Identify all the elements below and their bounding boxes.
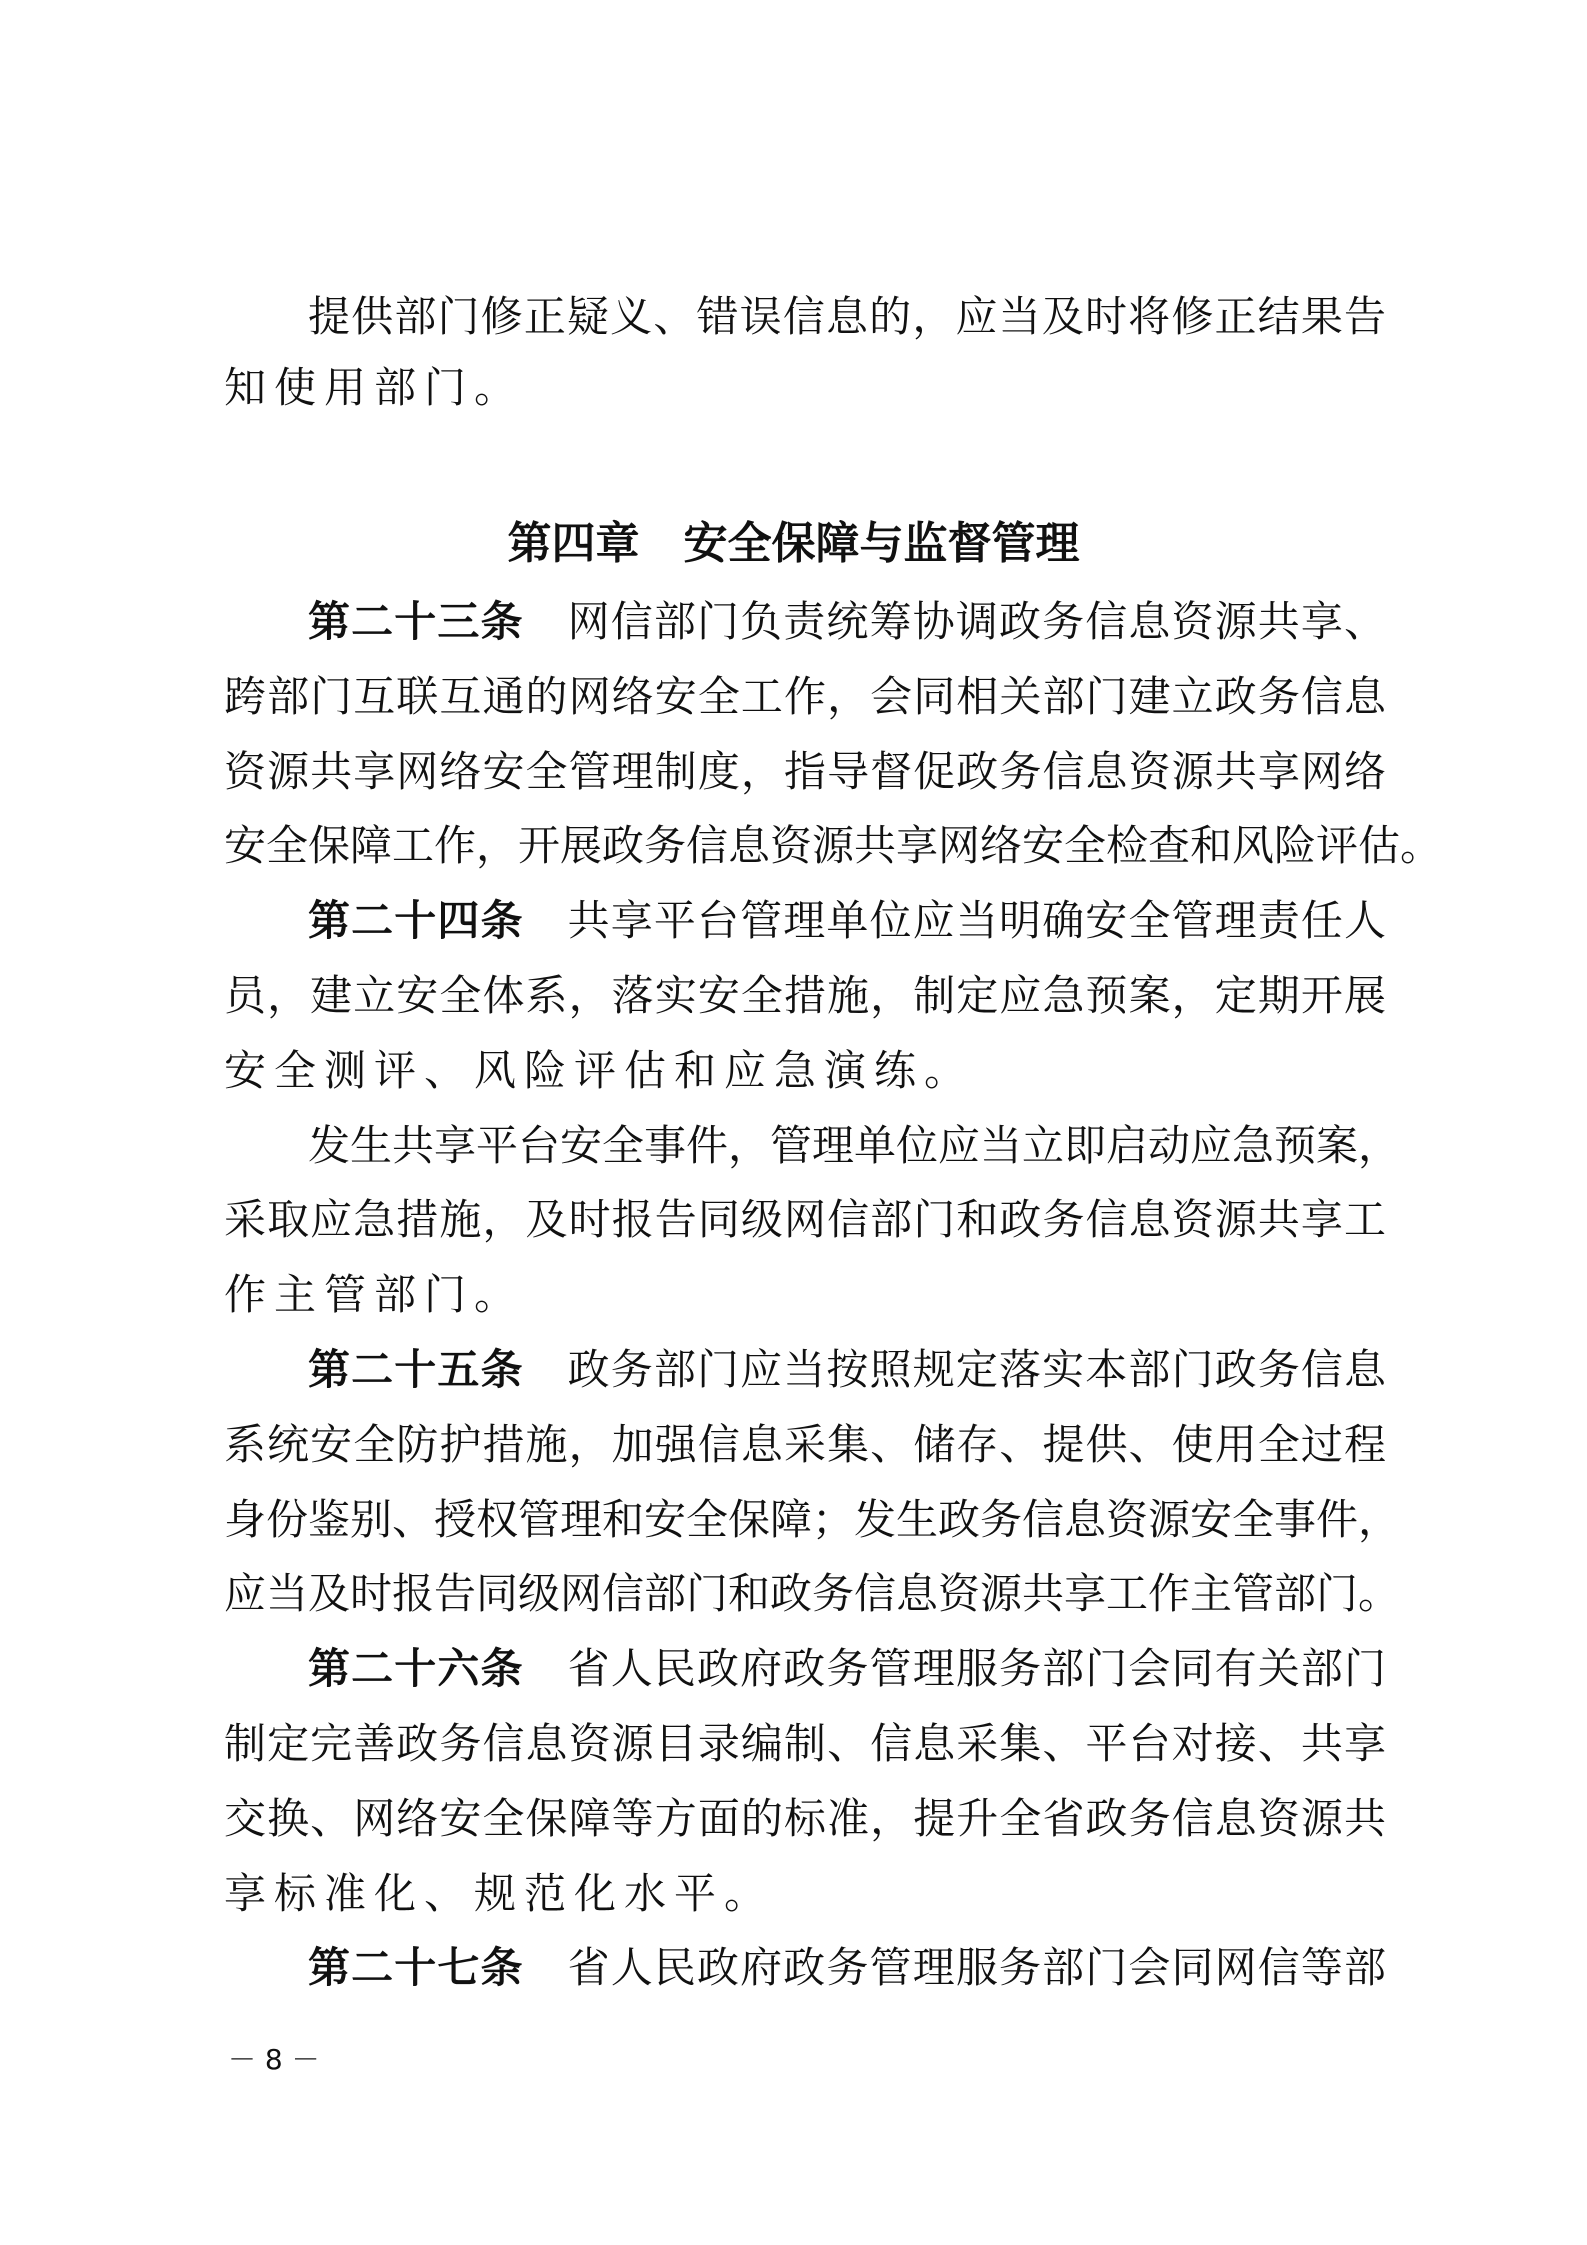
article-text: 作主管部门。 — [224, 1270, 525, 1320]
prelude-line: 知使用部门。 — [224, 363, 525, 412]
article-text: 制定完善政务信息资源目录编制、信息采集、平台对接、共享 — [224, 1719, 1386, 1768]
article-text: 交换、网络安全保障等方面的标准，提升全省政务信息资源共 — [224, 1793, 1386, 1843]
article-line — [224, 1415, 1386, 1475]
article-text: 系统安全防护措施，加强信息采集、储存、提供、使用全过程 — [224, 1419, 1386, 1469]
article-line — [308, 1340, 1386, 1400]
article-text: 省人民政府政务管理服务部门会同网信等部 — [567, 1943, 1386, 1993]
article-line — [224, 1265, 1386, 1325]
article-text: 员，建立安全体系，落实安全措施，制定应急预案，定期开展 — [224, 971, 1386, 1020]
article-line — [224, 1564, 1401, 1624]
article-line — [224, 667, 1386, 727]
article-line — [308, 592, 1386, 652]
article-text: 网信部门负责统筹协调政务信息资源共享、 — [567, 597, 1386, 646]
article-label: 第二十四条 — [308, 896, 524, 946]
article-line — [224, 1190, 1386, 1250]
article-line — [224, 742, 1386, 802]
article-line — [224, 1714, 1386, 1774]
article-text: 身份鉴别、授权管理和安全保障；发生政务信息资源安全事件， — [224, 1494, 1401, 1544]
article-text: 安全保障工作，开展政务信息资源共享网络安全检查和风险评估。 — [224, 821, 1443, 871]
article-line — [308, 891, 1386, 951]
article-line — [224, 1789, 1386, 1849]
article-text: 享标准化、规范化水平。 — [224, 1868, 775, 1918]
chapter-heading: 第四章 安全保障与监督管理 — [507, 518, 1080, 569]
article-text: 安全测评、风险评估和应急演练。 — [224, 1045, 975, 1095]
article-line — [308, 1116, 1401, 1176]
article-text: 省人民政府政务管理服务部门会同有关部门 — [567, 1644, 1386, 1694]
article-text: 发生共享平台安全事件，管理单位应当立即启动应急预案， — [308, 1120, 1401, 1170]
article-text: 资源共享网络安全管理制度，指导督促政务信息资源共享网络 — [224, 746, 1386, 796]
article-line — [224, 1864, 1386, 1924]
article-text: 应当及时报告同级网信部门和政务信息资源共享工作主管部门。 — [224, 1569, 1401, 1619]
article-line — [224, 966, 1386, 1026]
article-text: 跨部门互联互通的网络安全工作，会同相关部门建立政务信息 — [224, 671, 1386, 721]
article-text: 采取应急措施，及时报告同级网信部门和政务信息资源共享工 — [224, 1195, 1386, 1245]
article-line — [308, 1938, 1386, 1998]
article-line — [224, 1490, 1401, 1550]
article-label: 第二十五条 — [308, 1345, 524, 1394]
article-text: 政务部门应当按照规定落实本部门政务信息 — [567, 1345, 1386, 1394]
article-label: 第二十七条 — [308, 1943, 524, 1993]
article-line — [308, 1639, 1386, 1699]
article-label: 第二十三条 — [308, 597, 524, 646]
article-line — [224, 816, 1443, 876]
article-line — [224, 1041, 1386, 1101]
article-label: 第二十六条 — [308, 1644, 524, 1694]
article-text: 共享平台管理单位应当明确安全管理责任人 — [567, 896, 1386, 946]
page-number: － 8 － — [228, 2043, 320, 2076]
prelude-line: 提供部门修正疑义、错误信息的，应当及时将修正结果告 — [308, 292, 1386, 341]
